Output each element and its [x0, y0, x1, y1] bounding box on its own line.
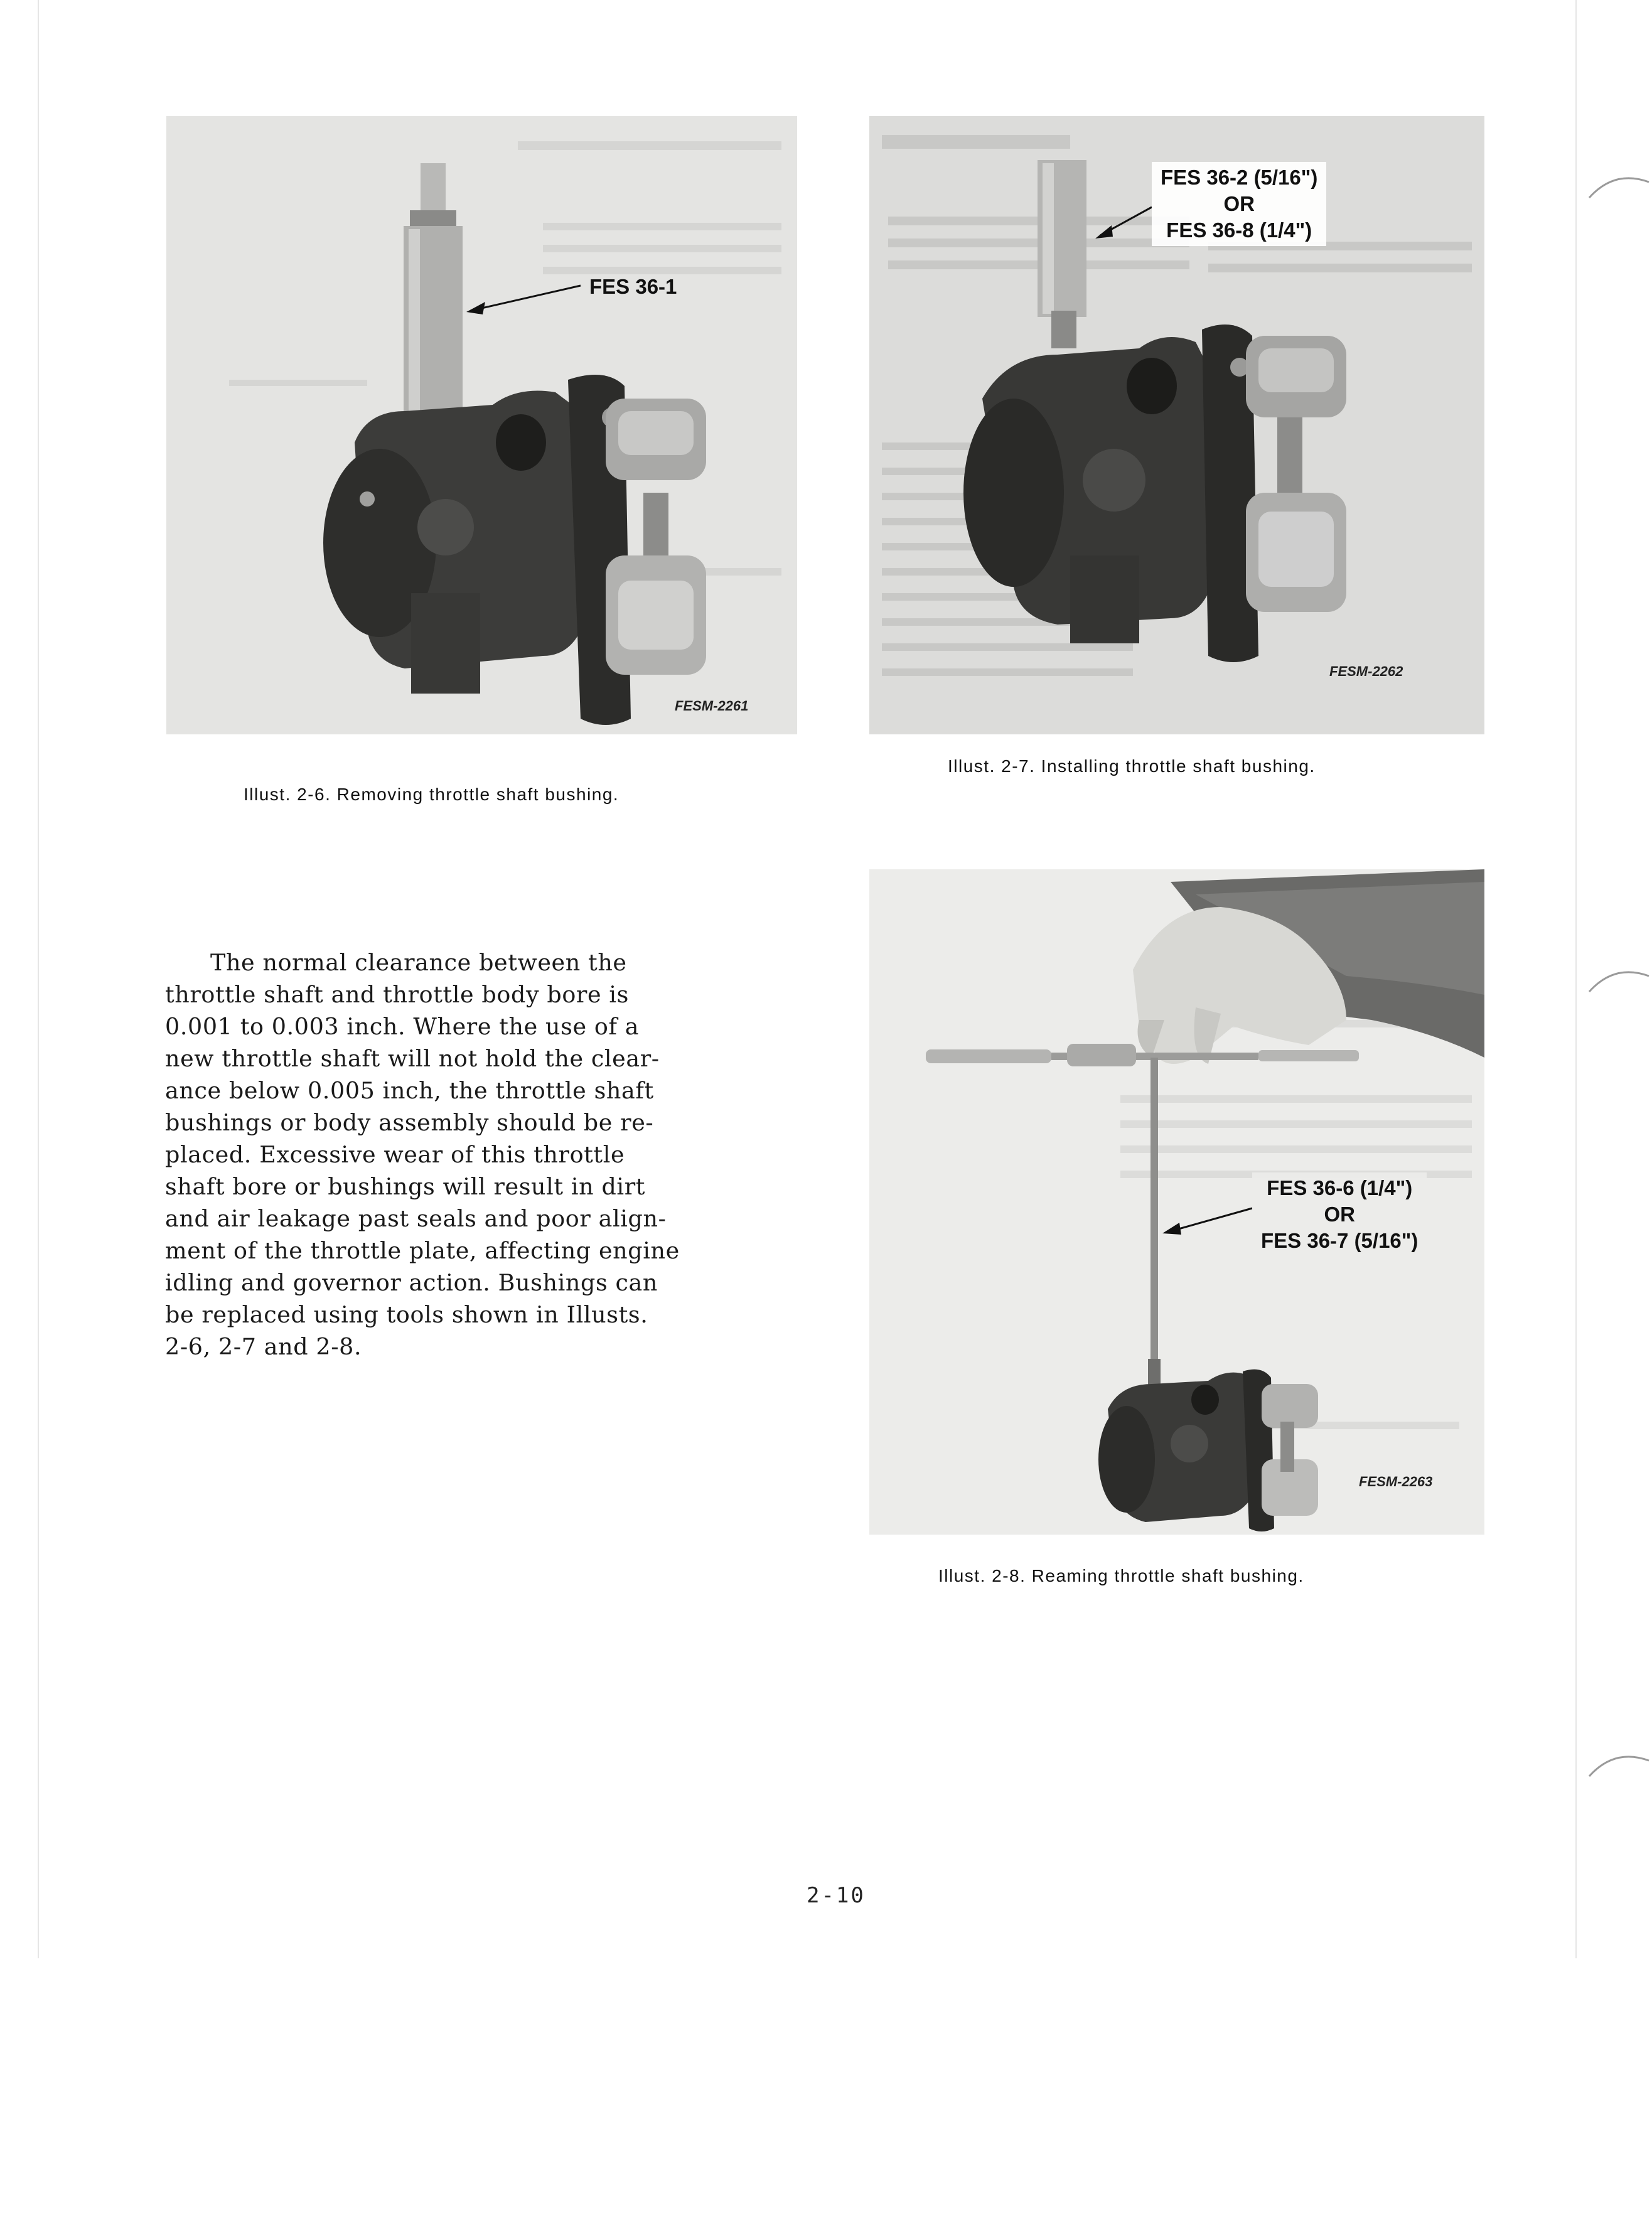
paragraph-line: 2-6, 2-7 and 2-8.: [165, 1333, 362, 1360]
illust-2-7-caption: Illust. 2-7. Installing throttle shaft bushing.: [948, 756, 1316, 776]
paragraph-line: placed. Excessive wear of this throttle: [165, 1141, 625, 1168]
paragraph-line: new throttle shaft will not hold the clear-: [165, 1045, 660, 1072]
illust-2-8-callout-line-3: FES 36-7 (5/16"): [1261, 1229, 1419, 1252]
paragraph-line: The normal clearance between the: [210, 949, 627, 976]
illust-2-8-caption: Illust. 2-8. Reaming throttle shaft bushing.: [938, 1566, 1304, 1585]
paragraph-line: bushings or body assembly should be re-: [165, 1109, 654, 1136]
scan-edge-left: [38, 0, 39, 1958]
paragraph-line: be replaced using tools shown in Illusts.: [165, 1301, 648, 1328]
illust-2-7-callout: [1152, 162, 1326, 246]
illust-2-7-callout-line-3: FES 36-8 (1/4"): [1166, 218, 1312, 242]
binder-hole-mark-top: [1583, 166, 1652, 223]
paragraph-line: idling and governor action. Bushings can: [165, 1269, 658, 1296]
illust-2-6-caption: Illust. 2-6. Removing throttle shaft bushing.: [244, 785, 620, 804]
paragraph-line: ance below 0.005 inch, the throttle shaft: [165, 1077, 654, 1104]
scan-edge-right: [1575, 0, 1577, 1958]
paragraph-line: and air leakage past seals and poor align-: [165, 1205, 667, 1232]
illust-2-6-code: FESM-2261: [675, 698, 749, 714]
paragraph-line: 0.001 to 0.003 inch. Where the use of a: [165, 1013, 640, 1040]
clearance-paragraph: [165, 947, 786, 1363]
illust-2-7-callout-line-1: FES 36-2 (5/16"): [1161, 166, 1318, 189]
illust-2-6-photo: [166, 116, 797, 734]
binder-hole-mark-middle: [1583, 960, 1652, 1017]
illust-2-8-code: FESM-2263: [1359, 1474, 1433, 1489]
illust-2-6-callout: FES 36-1: [589, 275, 677, 298]
throttle-body-removal-image: [166, 116, 797, 734]
illust-2-7-callout-line-2: OR: [1223, 192, 1255, 215]
paragraph-line: ment of the throttle plate, affecting engine: [165, 1237, 680, 1264]
binder-hole-mark-bottom: [1583, 1745, 1652, 1801]
illust-2-8-callout: [1252, 1172, 1427, 1257]
page-number: 2-10: [807, 1883, 866, 1908]
illust-2-7-code: FESM-2262: [1329, 663, 1403, 679]
illust-2-8-callout-line-1: FES 36-6 (1/4"): [1267, 1176, 1413, 1199]
paragraph-line: shaft bore or bushings will result in dirt: [165, 1173, 646, 1200]
paragraph-line: throttle shaft and throttle body bore is: [165, 981, 629, 1008]
illust-2-8-callout-line-2: OR: [1324, 1203, 1355, 1226]
